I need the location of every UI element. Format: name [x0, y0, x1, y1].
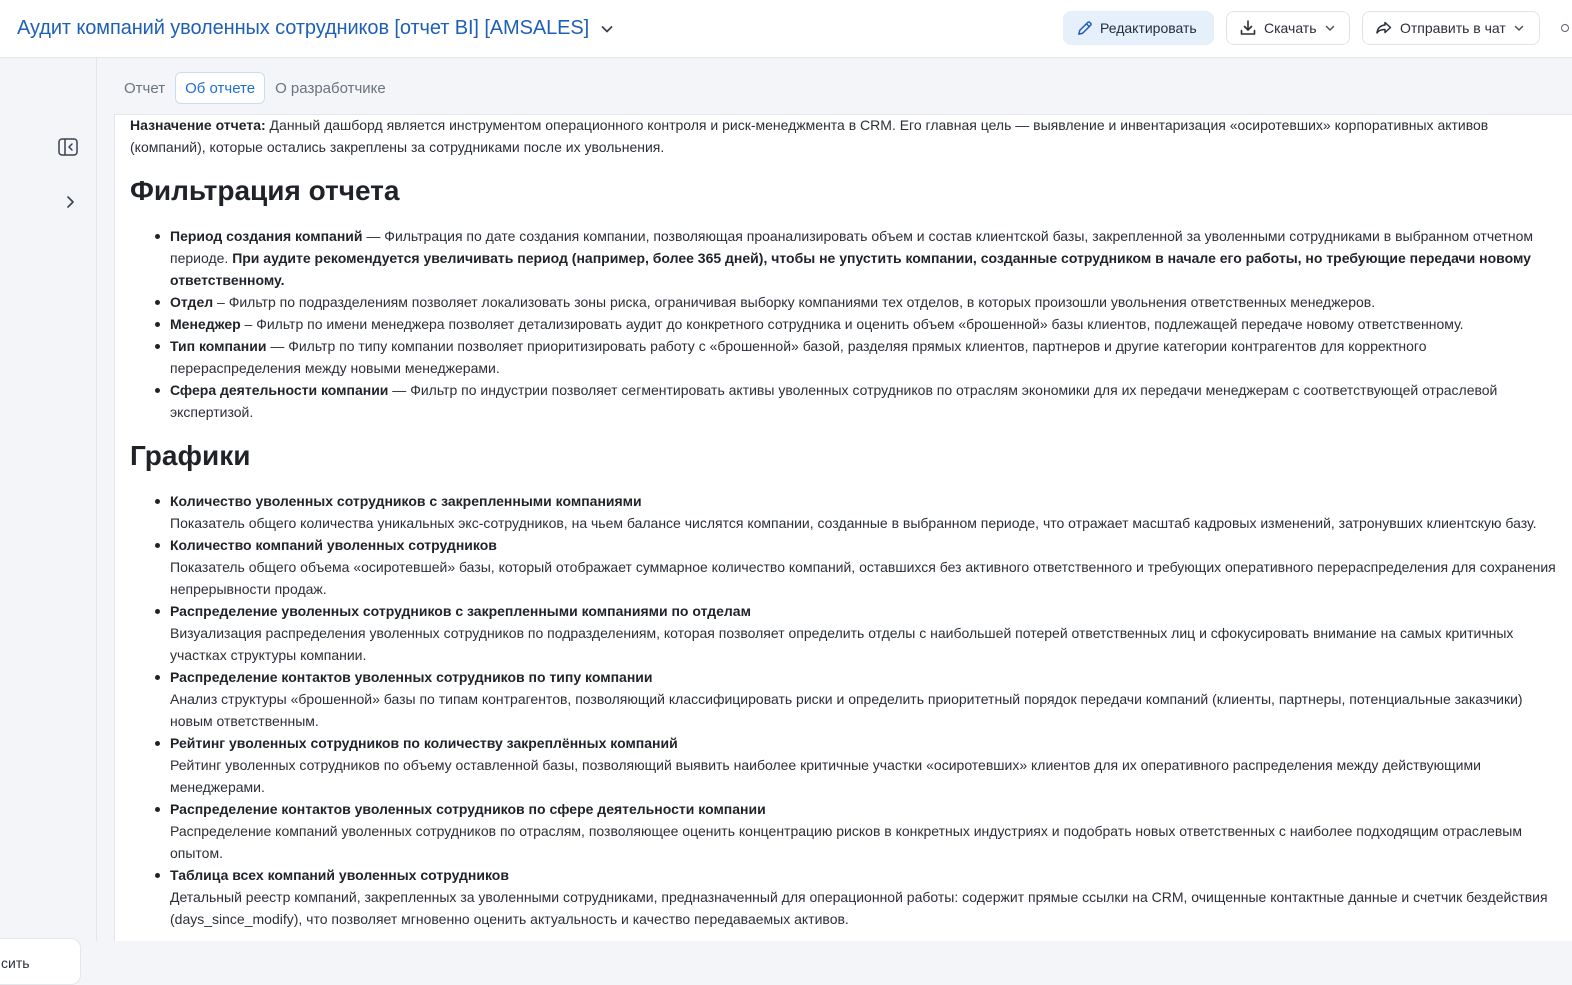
- report-tabs: [114, 72, 396, 104]
- chart-name: Количество компаний уволенных сотрудников: [170, 537, 497, 553]
- filter-name: Сфера деятельности компании: [170, 382, 389, 398]
- chart-description: Визуализация распределения уволенных сотрудников по подразделениям, которая позволяет определить отделы с наибольшей потерей ответственных лиц и сфокусировать внимание на самых критичных участках структуры компании.: [170, 625, 1514, 663]
- tab-report[interactable]: Отчет: [124, 79, 166, 97]
- download-label: Скачать: [1264, 20, 1317, 36]
- list-item: [170, 291, 1560, 313]
- chevron-down-icon: [599, 21, 615, 37]
- chart-description: Показатель общего количества уникальных экс-сотрудников, на чьем балансе числятся компании, созданные в выбранном периоде, что отражает масштаб кадровых изменений, затронувших клиентскую базу.: [170, 515, 1537, 531]
- list-item: [170, 335, 1560, 379]
- sidebar-bottom-label: сить: [1, 955, 30, 971]
- purpose-paragraph: [130, 114, 1560, 158]
- sidebar: [0, 58, 97, 971]
- chart-name: Рейтинг уволенных сотрудников по количеству закреплённых компаний: [170, 735, 678, 751]
- pencil-icon: [1076, 20, 1093, 37]
- share-icon: [1375, 19, 1393, 37]
- filter-text: — Фильтр по индустрии позволяет сегментировать активы уволенных сотрудников по отраслям экономики для их передачи менеджерам с соответствующей отраслевой экспертизой.: [170, 382, 1498, 420]
- chart-description: Анализ структуры «брошенной» базы по типам контрагентов, позволяющий классифицировать риски и определить приоритетный порядок передачи компаний (клиенты, партнеры, потенциальные заказчики) новым ответственным.: [170, 691, 1523, 729]
- tab-about-developer[interactable]: О разработчике: [275, 79, 386, 97]
- download-icon: [1239, 19, 1257, 37]
- list-item: [170, 225, 1560, 291]
- sidebar-bottom-button[interactable]: [0, 938, 81, 985]
- list-item: [170, 666, 1560, 732]
- list-item: [170, 798, 1560, 864]
- tab-about-report[interactable]: Об отчете: [175, 72, 265, 104]
- filter-text: – Фильтр по подразделениям позволяет локализовать зоны риска, ограничивая выборку компаниями тех отделов, в которых произошли увольнения ответственных менеджеров.: [213, 294, 1376, 310]
- list-item: [170, 732, 1560, 798]
- charts-heading: Графики: [130, 440, 251, 471]
- filter-text: – Фильтр по имени менеджера позволяет детализировать аудит до конкретного сотрудника и оценить объем «брошенной» базы клиентов, подлежащей передаче новому ответственному.: [240, 316, 1464, 332]
- top-bar: [0, 0, 1572, 58]
- list-item: [170, 864, 1560, 930]
- chart-description: Распределение компаний уволенных сотрудников по отраслям, позволяющее оценить концентрацию рисков в конкретных индустриях и подобрать новых ответственных с наиболее подходящим отраслевым опытом.: [170, 823, 1522, 861]
- list-item: [170, 534, 1560, 600]
- chart-name: Распределение уволенных сотрудников с закрепленными компаниями по отделам: [170, 603, 751, 619]
- list-item: [170, 313, 1560, 335]
- download-button[interactable]: [1226, 11, 1350, 45]
- filter-note: При аудите рекомендуется увеличивать период (например, более 365 дней), чтобы не упустить компании, созданные сотрудником в начале его работы, но требующие передачи новому ответственному.: [170, 250, 1531, 288]
- chart-description: Рейтинг уволенных сотрудников по объему оставленной базы, позволяющий выявить наиболее критичные участки «осиротевших» клиентов для их оперативного распределения между действующими менеджерами.: [170, 757, 1481, 795]
- filter-heading: Фильтрация отчета: [130, 175, 400, 206]
- filter-text: — Фильтр по типу компании позволяет приоритизировать работу с «брошенной» базой, разделяя прямых клиентов, партнеров и другие категории контрагентов для корректного перераспределения между новыми менеджерами.: [170, 338, 1427, 376]
- filter-name: Отдел: [170, 294, 214, 310]
- chevron-down-icon: [1513, 22, 1525, 34]
- list-item: [170, 600, 1560, 666]
- purpose-label: Назначение отчета:: [130, 117, 266, 133]
- send-to-chat-button[interactable]: [1362, 11, 1540, 45]
- list-item: [170, 490, 1560, 534]
- purpose-text: Данный дашборд является инструментом операционного контроля и риск-менеджмента в CRM. Его главная цель — выявление и инвентаризация «осиротевших» корпоративных активов (компаний), которые остались закреплены за сотрудниками после их увольнения.: [130, 117, 1489, 155]
- chart-name: Таблица всех компаний уволенных сотрудников: [170, 867, 509, 883]
- list-item: [170, 379, 1560, 423]
- filter-list: [130, 225, 1560, 423]
- chart-name: Распределение контактов уволенных сотрудников по типу компании: [170, 669, 653, 685]
- filter-name: Период создания компаний: [170, 228, 363, 244]
- report-title-dropdown[interactable]: [17, 17, 615, 40]
- report-title: Аудит компаний уволенных сотрудников [отчет BI] [AMSALES]: [17, 17, 590, 39]
- edit-button[interactable]: [1063, 11, 1214, 45]
- chart-description: Показатель общего объема «осиротевшей» базы, который отображает суммарное количество компаний, оставшихся без активного ответственного и требующих оперативного перераспределения для сохранения непрерывности продаж.: [170, 559, 1556, 597]
- charts-list: [130, 490, 1560, 930]
- more-options-icon[interactable]: [1561, 24, 1569, 32]
- filter-name: Менеджер: [170, 316, 241, 332]
- chevron-right-icon[interactable]: [64, 195, 76, 209]
- filter-text: — Фильтрация по дате создания компании, позволяющая проанализировать объем и состав клиентской базы, закрепленной за уволенными сотрудниками в выбранном отчетном периоде.: [170, 228, 1533, 266]
- chart-name: Распределение контактов уволенных сотрудников по сфере деятельности компании: [170, 801, 766, 817]
- send-label: Отправить в чат: [1400, 20, 1506, 36]
- edit-label: Редактировать: [1100, 20, 1197, 36]
- sidebar-collapse-icon[interactable]: [58, 138, 78, 156]
- chart-name: Количество уволенных сотрудников с закрепленными компаниями: [170, 493, 642, 509]
- chart-description: Детальный реестр компаний, закрепленных за уволенными сотрудниками, предназначенный для операционной работы: содержит прямые ссылки на CRM, очищенные контактные данные и счетчик бездействия (days_since_modify), что позволяет мгновенно оценить актуальность и качество передаваемых активов.: [170, 889, 1548, 927]
- chevron-down-icon: [1324, 22, 1336, 34]
- filter-name: Тип компании: [170, 338, 267, 354]
- report-description-panel: [114, 114, 1572, 941]
